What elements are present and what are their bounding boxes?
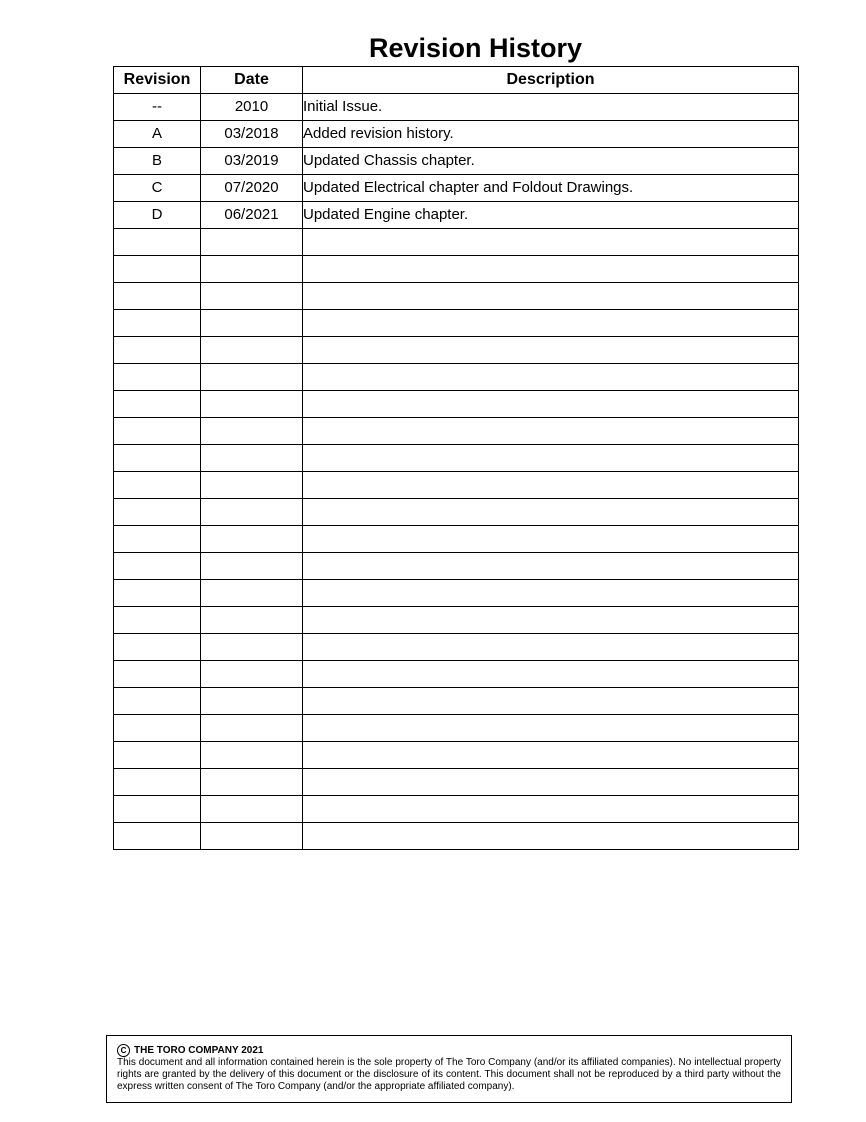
empty-table-row: [114, 337, 799, 364]
cell-revision: B: [114, 148, 201, 175]
cell-description: [303, 796, 799, 823]
cell-date: [201, 283, 303, 310]
copyright-text: This document and all information contained herein is the sole property of The Toro Company (and/or its affiliated companies). No intellectual property rights are granted by the delivery of this document or the disclosure of its content. This document shall not be reproduced by a third party without the express written consent of The Toro Company (and/or the appropriate affiliated company).: [117, 1057, 781, 1092]
page-title: Revision History: [368, 33, 583, 63]
cell-date: [201, 823, 303, 850]
cell-date: [201, 445, 303, 472]
cell-date: [201, 418, 303, 445]
empty-table-row: [114, 283, 799, 310]
cell-date: [201, 661, 303, 688]
empty-table-row: [114, 526, 799, 553]
cell-date: [201, 256, 303, 283]
cell-description: [303, 310, 799, 337]
cell-description: [303, 823, 799, 850]
empty-table-row: [114, 391, 799, 418]
cell-revision: [114, 418, 201, 445]
cell-date: [201, 337, 303, 364]
header-revision: Revision: [114, 67, 201, 94]
cell-date: [201, 580, 303, 607]
cell-description: [303, 769, 799, 796]
cell-description: [303, 580, 799, 607]
cell-date: [201, 391, 303, 418]
cell-description: [303, 283, 799, 310]
cell-description: [303, 499, 799, 526]
copyright-heading-text: THE TORO COMPANY 2021: [134, 1044, 264, 1056]
empty-table-row: [114, 229, 799, 256]
cell-description: [303, 715, 799, 742]
cell-revision: [114, 688, 201, 715]
empty-table-row: [114, 715, 799, 742]
cell-description: [303, 607, 799, 634]
cell-revision: [114, 337, 201, 364]
cell-description: [303, 391, 799, 418]
cell-description: Initial Issue.: [303, 94, 799, 121]
cell-description: Updated Electrical chapter and Foldout Drawings.: [303, 175, 799, 202]
empty-table-row: [114, 310, 799, 337]
cell-description: [303, 229, 799, 256]
revision-history-table: [113, 66, 799, 850]
empty-table-row: [114, 688, 799, 715]
cell-date: [201, 364, 303, 391]
cell-revision: [114, 580, 201, 607]
cell-description: [303, 472, 799, 499]
cell-date: [201, 634, 303, 661]
copyright-heading: [117, 1044, 781, 1057]
table-body: [114, 94, 799, 850]
cell-date: [201, 769, 303, 796]
cell-revision: A: [114, 121, 201, 148]
cell-revision: [114, 661, 201, 688]
empty-table-row: [114, 472, 799, 499]
table-row: [114, 94, 799, 121]
cell-description: [303, 634, 799, 661]
cell-revision: [114, 796, 201, 823]
cell-date: [201, 472, 303, 499]
empty-table-row: [114, 256, 799, 283]
cell-revision: [114, 607, 201, 634]
cell-revision: [114, 499, 201, 526]
cell-date: 2010: [201, 94, 303, 121]
cell-revision: [114, 715, 201, 742]
cell-date: [201, 526, 303, 553]
cell-date: 06/2021: [201, 202, 303, 229]
cell-revision: C: [114, 175, 201, 202]
cell-description: Updated Chassis chapter.: [303, 148, 799, 175]
table-row: [114, 202, 799, 229]
empty-table-row: [114, 418, 799, 445]
table-row: [114, 148, 799, 175]
cell-revision: [114, 742, 201, 769]
header-date: Date: [201, 67, 303, 94]
cell-date: [201, 742, 303, 769]
cell-date: [201, 796, 303, 823]
cell-description: [303, 418, 799, 445]
cell-description: [303, 742, 799, 769]
cell-description: [303, 688, 799, 715]
empty-table-row: [114, 364, 799, 391]
cell-revision: [114, 391, 201, 418]
table-header-row: [114, 67, 799, 94]
cell-date: [201, 229, 303, 256]
cell-revision: [114, 229, 201, 256]
cell-date: [201, 310, 303, 337]
empty-table-row: [114, 823, 799, 850]
empty-table-row: [114, 553, 799, 580]
copyright-notice: [106, 1035, 792, 1103]
cell-date: [201, 688, 303, 715]
cell-revision: [114, 472, 201, 499]
cell-revision: [114, 553, 201, 580]
cell-date: [201, 553, 303, 580]
cell-revision: --: [114, 94, 201, 121]
cell-date: [201, 607, 303, 634]
cell-description: [303, 661, 799, 688]
cell-revision: [114, 256, 201, 283]
cell-description: Updated Engine chapter.: [303, 202, 799, 229]
cell-description: [303, 553, 799, 580]
cell-revision: [114, 364, 201, 391]
cell-date: [201, 715, 303, 742]
cell-date: 03/2018: [201, 121, 303, 148]
empty-table-row: [114, 769, 799, 796]
empty-table-row: [114, 634, 799, 661]
empty-table-row: [114, 796, 799, 823]
cell-description: [303, 526, 799, 553]
cell-revision: [114, 634, 201, 661]
table-row: [114, 175, 799, 202]
cell-revision: [114, 526, 201, 553]
cell-description: Added revision history.: [303, 121, 799, 148]
empty-table-row: [114, 742, 799, 769]
cell-date: [201, 499, 303, 526]
cell-revision: D: [114, 202, 201, 229]
cell-revision: [114, 823, 201, 850]
cell-revision: [114, 283, 201, 310]
cell-date: 03/2019: [201, 148, 303, 175]
empty-table-row: [114, 499, 799, 526]
cell-description: [303, 256, 799, 283]
cell-revision: [114, 310, 201, 337]
cell-revision: [114, 769, 201, 796]
empty-table-row: [114, 661, 799, 688]
cell-description: [303, 445, 799, 472]
cell-description: [303, 364, 799, 391]
empty-table-row: [114, 607, 799, 634]
cell-revision: [114, 445, 201, 472]
table-row: [114, 121, 799, 148]
copyright-icon: C: [117, 1044, 130, 1057]
empty-table-row: [114, 445, 799, 472]
cell-description: [303, 337, 799, 364]
header-description: Description: [303, 67, 799, 94]
empty-table-row: [114, 580, 799, 607]
cell-date: 07/2020: [201, 175, 303, 202]
